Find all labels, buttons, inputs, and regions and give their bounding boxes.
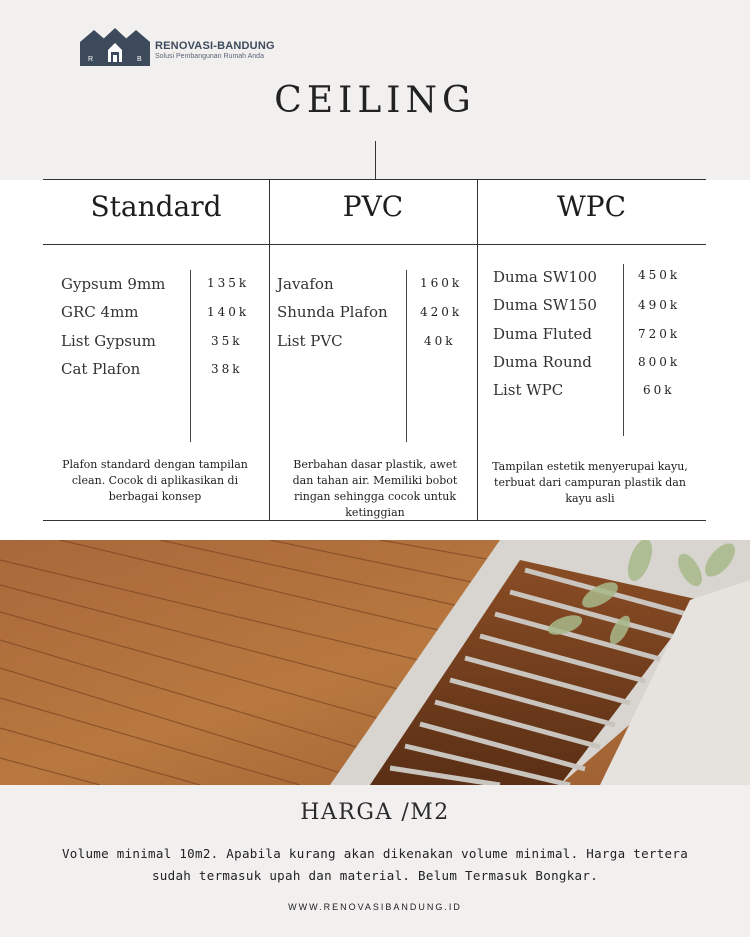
list-item: Javafon [277, 275, 334, 293]
ceiling-photo [0, 540, 750, 785]
svg-text:B: B [137, 56, 142, 63]
page-title: CEILING [274, 80, 476, 121]
item-price: 420k [420, 305, 463, 319]
item-price: 160k [420, 276, 463, 290]
list-item: Duma Round [493, 353, 592, 371]
title-connector-line [375, 141, 376, 181]
list-item: Duma Fluted [493, 325, 592, 343]
item-price: 38k [211, 362, 243, 376]
house-logo-icon [80, 28, 150, 70]
website-link[interactable]: WWW.RENOVASIBANDUNG.ID [288, 902, 462, 912]
terms-note: Volume minimal 10m2. Apabila kurang akan dikenakan volume minimal. Harga tertera sudah termasuk upah dan material. Belum Termasuk Bongkar. [61, 846, 689, 883]
table-top-border [43, 179, 706, 180]
item-price: 140k [207, 305, 250, 319]
pvc-price-divider [406, 270, 407, 442]
standard-description: Plafon standard dengan tampilan clean. Cocok di aplikasikan di berbagai konsep [62, 458, 248, 503]
list-item: Gypsum 9mm [61, 275, 166, 293]
column-heading-wpc: WPC [556, 190, 627, 223]
item-price: 35k [211, 334, 243, 348]
wpc-price-divider [623, 264, 624, 436]
item-price: 800k [638, 355, 681, 369]
item-price: 60k [643, 383, 675, 397]
item-price: 490k [638, 298, 681, 312]
column-heading-pvc: PVC [342, 190, 404, 223]
list-item: List Gypsum [61, 332, 156, 350]
table-header-divider [43, 244, 706, 245]
item-price: 135k [207, 276, 250, 290]
brand-name: RENOVASI-BANDUNG [155, 40, 275, 52]
list-item: Cat Plafon [61, 360, 141, 378]
svg-text:R: R [88, 56, 94, 63]
list-item: Duma SW100 [493, 268, 597, 286]
brand-block [155, 40, 275, 60]
list-item: List PVC [277, 332, 343, 350]
pvc-description: Berbahan dasar plastik, awet dan tahan air. Memiliki bobot ringan sehingga cocok untuk ketinggian [292, 458, 458, 519]
item-price: 720k [638, 327, 681, 341]
wpc-description: Tampilan estetik menyerupai kayu, terbuat dari campuran plastik dan kayu asli [492, 460, 688, 505]
item-price: 40k [424, 334, 456, 348]
standard-price-divider [190, 270, 191, 442]
item-price: 450k [638, 268, 681, 282]
column-heading-standard: Standard [90, 190, 222, 223]
list-item: GRC 4mm [61, 303, 139, 321]
list-item: Duma SW150 [493, 296, 597, 314]
list-item: List WPC [493, 381, 564, 399]
column-divider-2 [477, 179, 478, 521]
column-divider-1 [269, 179, 270, 521]
price-unit-heading: HARGA /M2 [300, 800, 450, 825]
brand-tagline: Solusi Pembangunan Rumah Anda [155, 53, 264, 60]
list-item: Shunda Plafon [277, 303, 388, 321]
